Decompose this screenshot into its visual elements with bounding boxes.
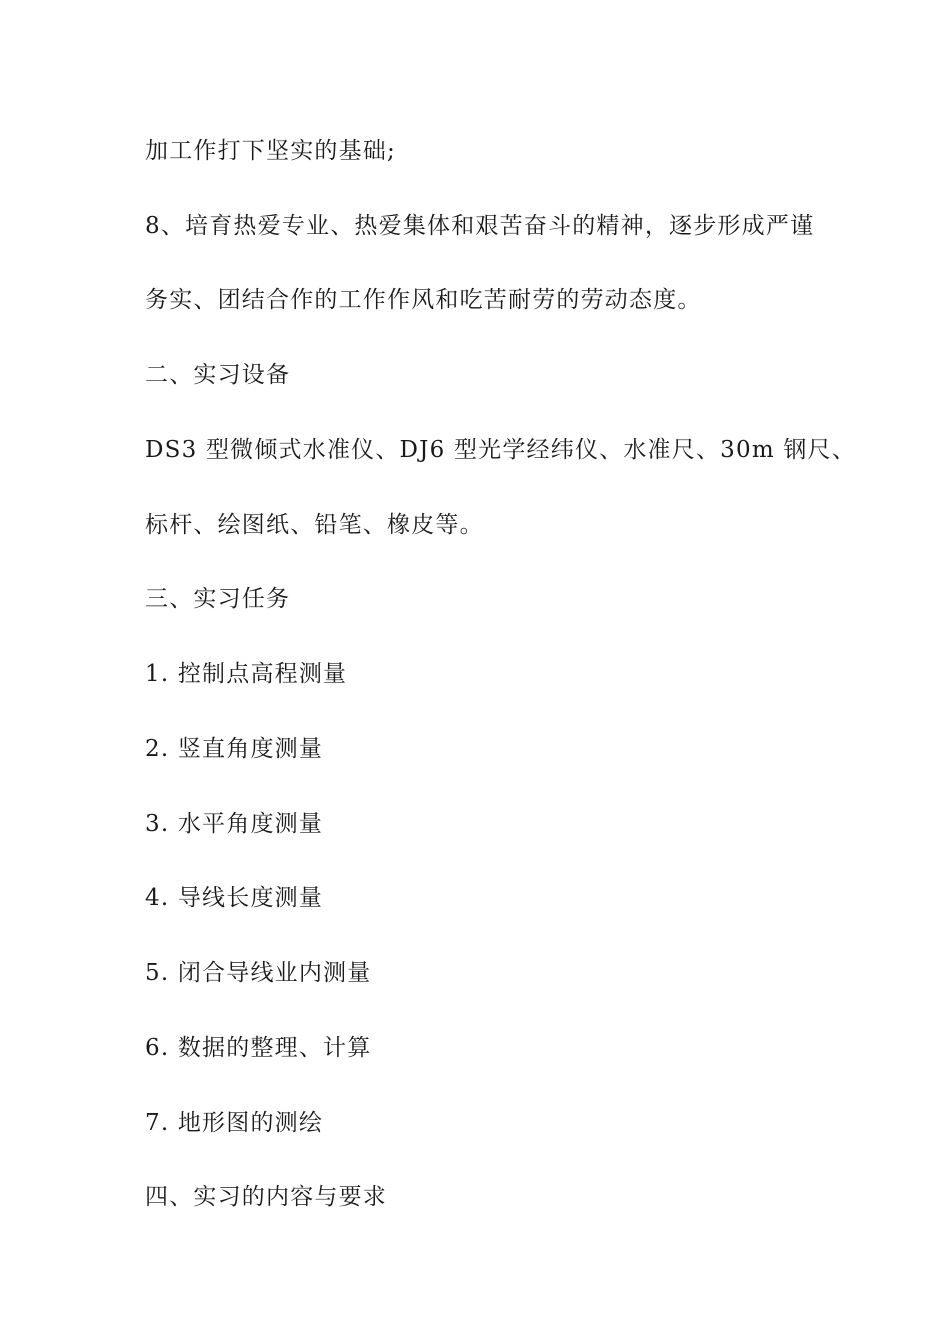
section-heading: 二、实习设备 <box>145 362 291 388</box>
section-heading: 四、实习的内容与要求 <box>145 1184 387 1210</box>
list-item: 6. 数据的整理、计算 <box>145 1035 372 1061</box>
paragraph-line: 加工作打下坚实的基础; <box>145 138 396 164</box>
section-heading: 三、实习任务 <box>145 586 291 612</box>
list-item: 4. 导线长度测量 <box>145 885 324 911</box>
list-item: 1. 控制点高程测量 <box>145 661 348 687</box>
list-item: 2. 竖直角度测量 <box>145 736 324 762</box>
paragraph-line: DS3 型微倾式水准仪、DJ6 型光学经纬仪、水准尺、30m 钢尺、 <box>145 437 856 463</box>
list-item: 5. 闭合导线业内测量 <box>145 960 372 986</box>
paragraph-line: 8、培育热爱专业、热爱集体和艰苦奋斗的精神，逐步形成严谨 <box>145 213 815 239</box>
paragraph-line: 务实、团结合作的工作作风和吃苦耐劳的劳动态度。 <box>145 287 702 313</box>
list-item: 3. 水平角度测量 <box>145 811 324 837</box>
paragraph-line: 标杆、绘图纸、铅笔、橡皮等。 <box>145 512 484 538</box>
list-item: 7. 地形图的测绘 <box>145 1110 324 1136</box>
